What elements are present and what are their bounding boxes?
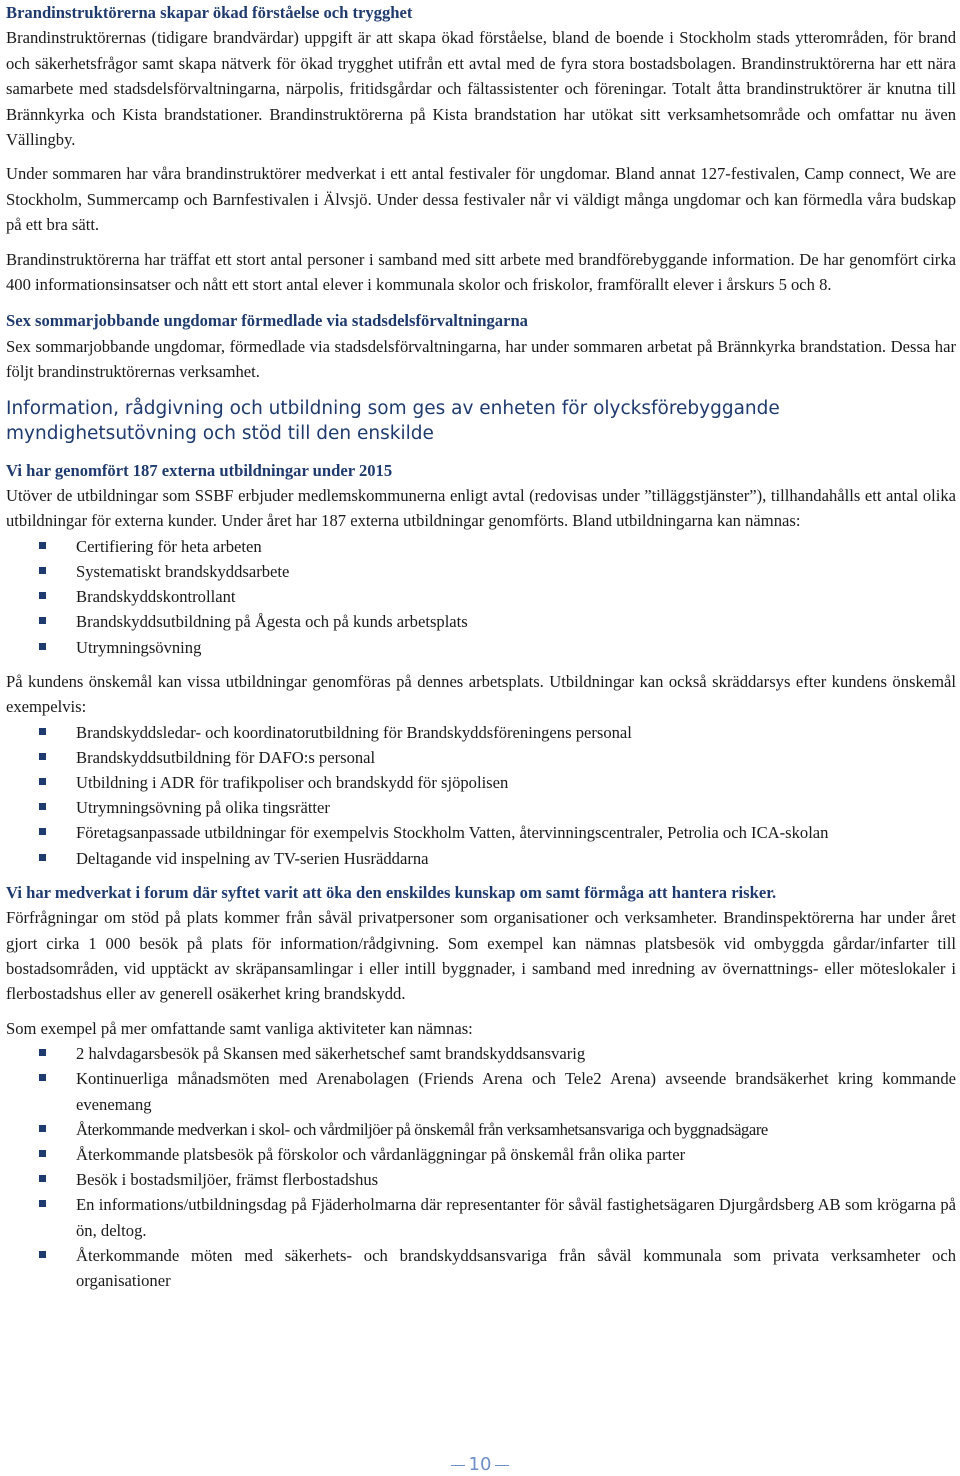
paragraph: Som exempel på mer omfattande samt vanliga aktiviteter kan nämnas: (6, 1018, 473, 1038)
section-heading: Sex sommarjobbande ungdomar förmedlade via stadsdelsförvaltningarna (6, 311, 528, 331)
paragraph (6, 25, 956, 152)
paragraph-part: Brandinstruktörerna har ett nära samarbete med stadsdelsförvaltningarna, närpolis, fritidsgårdar och fältassistenter och föreningar. Totalt åtta brandinstruktörer är knutna till Brännkyrka och Kista brandstationer. Brandinstruktörerna på Kista brandstation har utökat sitt verksamhetsområde och omfattar nu även Vällingby. (6, 53, 956, 150)
square-bullet-icon (39, 854, 46, 861)
footer-dash (451, 1465, 465, 1466)
square-bullet-icon (39, 803, 46, 810)
section-sommarjobbare (6, 308, 956, 384)
page-footer (0, 1454, 960, 1475)
square-bullet-icon (39, 592, 46, 599)
list-item: Företagsanpassade utbildningar för exempelvis Stockholm Vatten, återvinningscentraler, Petrolia och ICA-skolan (6, 820, 956, 845)
square-bullet-icon (39, 1150, 46, 1157)
section-externa-utbildningar (6, 458, 956, 871)
list-item: Utbildning i ADR för trafikpoliser och brandskydd för sjöpolisen (6, 770, 956, 795)
document-page (6, 0, 956, 1293)
list-item: 2 halvdagarsbesök på Skansen med säkerhetschef samt brandskyddsansvarig (6, 1041, 956, 1066)
list-item: Utrymningsövning på olika tingsrätter (6, 795, 956, 820)
square-bullet-icon (39, 1125, 46, 1132)
square-bullet-icon (39, 542, 46, 549)
list-item: Deltagande vid inspelning av TV-serien Husräddarna (6, 846, 956, 871)
square-bullet-icon (39, 753, 46, 760)
section-heading: Vi har medverkat i forum där syftet varit att öka den enskildes kunskap om samt förmåga att hantera risker. (6, 882, 777, 902)
section-heading: Brandinstruktörerna skapar ökad förståelse och trygghet (6, 3, 413, 22)
list-item: Kontinuerliga månadsmöten med Arenabolagen (Friends Arena och Tele2 Arena) avseende brandsäkerhet kring kommande evenemang (6, 1066, 956, 1116)
section-forum (6, 880, 956, 1293)
square-bullet-icon (39, 1049, 46, 1056)
paragraph: Sex sommarjobbande ungdomar, förmedlade via stadsdelsförvaltningarna, har under sommaren arbetat på Brännkyrka brandstation. Dessa har följt brandinstruktörernas verksamhet. (6, 336, 956, 382)
bullet-list (6, 534, 956, 660)
list-item: Återkommande platsbesök på förskolor och vårdanläggningar på önskemål från olika parter (6, 1142, 956, 1167)
square-bullet-icon (39, 617, 46, 624)
list-item: Utrymningsövning (6, 635, 956, 660)
list-item: En informations/utbildningsdag på Fjäderholmarna där representanter för såväl fastighetsägaren Djurgårdsberg AB som krögarna på ön, deltog. (6, 1192, 956, 1242)
paragraph: Förfrågningar om stöd på plats kommer från såväl privatpersoner som organisationer och verksamheter. Brandinspektörerna har under året gjort cirka 1 000 besök på plats för information/rådgivning. Som exempel kan nämnas platsbesök vid ombyggda gårdar/infarter till bostadsområden, vid upptäckt av skräpansamlingar i eller intill byggnader, i samband med inredning av övernattnings- eller möteslokaler i flerbostadshus eller av generell osäkerhet kring brandskydd. (6, 908, 956, 1004)
square-bullet-icon (39, 728, 46, 735)
paragraph: På kundens önskemål kan vissa utbildningar genomföras på dennes arbetsplats. Utbildningar kan också skräddarsys efter kundens önskemål exempelvis: (6, 671, 956, 717)
list-item: Brandskyddskontrollant (6, 584, 956, 609)
square-bullet-icon (39, 1200, 46, 1207)
square-bullet-icon (39, 1251, 46, 1258)
list-item: Brandskyddsutbildning på Ågesta och på kunds arbetsplats (6, 609, 956, 634)
footer-dash (495, 1465, 509, 1466)
section-heading: Vi har genomfört 187 externa utbildningar under 2015 (6, 460, 393, 480)
list-item: Återkommande medverkan i skol- och vårdmiljöer på önskemål från verksamhetsansvariga och byggnadsägare (6, 1117, 956, 1142)
paragraph: Utöver de utbildningar som SSBF erbjuder medlemskommunerna enligt avtal (redovisas under ”tilläggstjänster”), tillhandahålls ett antal olika utbildningar för externa kunder. Under året har 187 externa utbildningar genomförts. Bland utbildningarna kan nämnas: (6, 485, 956, 531)
paragraph: Under sommaren har våra brandinstruktörer medverkat i ett antal festivaler för ungdomar. Bland annat 127-festivalen, Camp connect, We are Stockholm, Summercamp och Barnfestivalen i Älvsjö. Under dessa festivaler når vi väldigt många ungdomar och kan förmedla våra budskap på ett bra sätt. (6, 164, 956, 235)
square-bullet-icon (39, 1074, 46, 1081)
bullet-list (6, 1041, 956, 1293)
list-item: Brandskyddsutbildning för DAFO:s personal (6, 745, 956, 770)
section-brandinstruktorer (6, 0, 956, 297)
paragraph: Brandinstruktörerna har träffat ett stort antal personer i samband med sitt arbete med brandförebyggande information. De har genomfört cirka 400 informationsinsatser och nått ett stort antal elever i kommunala skolor och friskolor, framförallt elever i årskurs 5 och 8. (6, 249, 956, 295)
square-bullet-icon (39, 828, 46, 835)
bullet-list (6, 720, 956, 871)
list-item: Besök i bostadsmiljöer, främst flerbostadshus (6, 1167, 956, 1192)
list-item: Brandskyddsledar- och koordinatorutbildning för Brandskyddsföreningens personal (6, 720, 956, 745)
square-bullet-icon (39, 778, 46, 785)
square-bullet-icon (39, 1175, 46, 1182)
paragraph-part: Brandinstruktörernas (tidigare brandvärdar) uppgift är att skapa ökad förståelse, bland de boende i Stockholm stads ytterområden, för brand och säkerhetsfrågor samt skapa nätverk för ökad trygghet utifrån ett avtal med de fyra stora bostadsbolagen. (6, 28, 956, 73)
list-item: Återkommande möten med säkerhets- och brandskyddsansvariga från såväl kommunala som privata verksamheter och organisationer (6, 1243, 956, 1293)
main-section-heading: Information, rådgivning och utbildning som ges av enheten för olycksförebyggande myndighetsutövning och stöd till den enskilde (6, 397, 780, 445)
page-number: 10 (468, 1454, 492, 1475)
list-item: Certifiering för heta arbeten (6, 534, 956, 559)
list-item: Systematiskt brandskyddsarbete (6, 559, 956, 584)
square-bullet-icon (39, 643, 46, 650)
square-bullet-icon (39, 567, 46, 574)
